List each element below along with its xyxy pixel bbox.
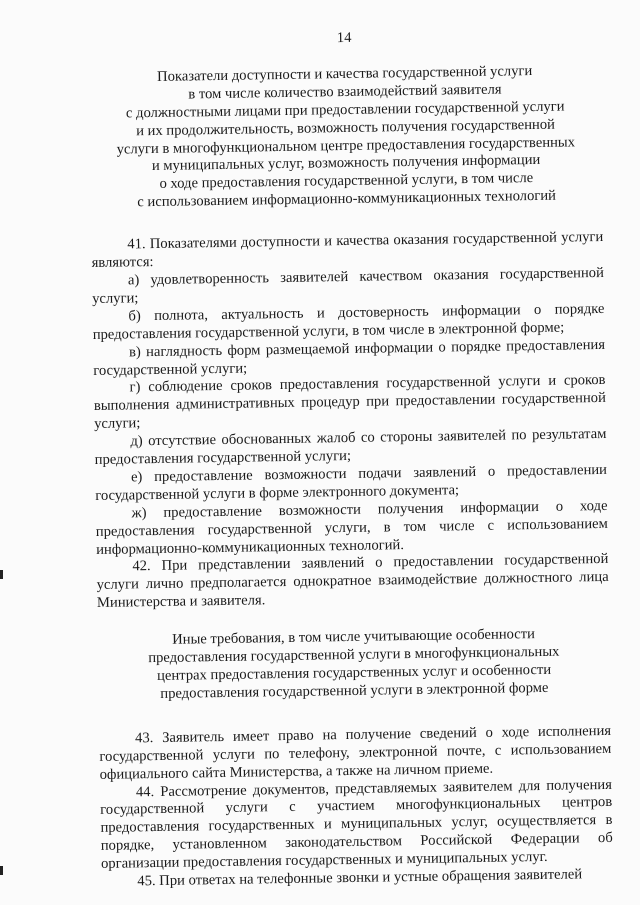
list-item-v: в) наглядность форм размещаемой информации о порядке предоставления государственной услуги; bbox=[93, 336, 606, 379]
heading-line: с использованием информационно-коммуникационных технологий bbox=[137, 187, 557, 211]
heading-line: в том числе количество взаимодействий заявителя bbox=[188, 81, 502, 103]
heading-line: Иные требования, в том числе учитывающие особенности bbox=[172, 626, 536, 648]
heading-line: Показатели доступности и качества государственной услуги bbox=[156, 62, 533, 85]
list-item-zh: ж) предоставление возможности получения информации о ходе предоставления государственной услуги, в том числе с использованием информационно-коммуникационных технологий. bbox=[95, 497, 608, 558]
list-item-a: а) удовлетворенность заявителей качеством оказания государственной услуги; bbox=[92, 264, 604, 307]
paragraph-44: 44. Рассмотрение документов, представляемых заявителем для получения государственной услуги с участием многофункциональных центров предоставления государственных и муниципальных услуг, осуществляется в порядке, установленном законодательством Российской Федерации об организации предоставления государственных и муниципальных услуг. bbox=[100, 776, 613, 873]
paragraph-41: 41. Показателями доступности и качества оказания государственной услуги являются: bbox=[91, 229, 604, 272]
list-item-d: д) отсутствие обоснованных жалоб со стороны заявителей по результатам предоставления государственной услуги; bbox=[94, 426, 607, 468]
heading-line: о ходе предоставления государственной услуги, в том числе bbox=[159, 170, 534, 193]
scan-edge-mark bbox=[0, 570, 3, 579]
paragraph-43: 43. Заявитель имеет право на получение сведений о ходе исполнения государственной услуги по телефону, электронной почте, с использованием официального сайта Министерства, а также на личном приеме. bbox=[99, 722, 612, 783]
heading-line: предоставления государственной услуги в электронной форме bbox=[160, 679, 549, 702]
page-content bbox=[88, 26, 613, 892]
scan-edge-mark bbox=[0, 866, 3, 875]
page-number: 14 bbox=[336, 29, 352, 47]
heading-line: предоставления государственной услуги в многофункциональных bbox=[148, 643, 560, 667]
paragraph-45: 45. При ответах на телефонные звонки и устные обращения заявителей bbox=[137, 866, 583, 890]
heading-line: и муниципальных услуг, возможность получения информации bbox=[151, 152, 541, 175]
heading-line: и их продолжительность, возможность получения государственной bbox=[136, 116, 556, 139]
heading-line: с должностными лицами при предоставлении государственной услуги bbox=[125, 98, 565, 122]
section-heading-accessibility bbox=[89, 62, 603, 213]
list-item-b: б) полнота, актуальность и достоверность информации о порядке предоставления государственной услуги, в том числе в электронной форме; bbox=[92, 300, 605, 343]
list-item-g: г) соблюдение сроков предоставления государственной услуги и сроков выполнения административных процедур при предоставлении государственной услуги; bbox=[93, 372, 606, 433]
heading-line: центрах предоставления государственных услуг и особенности bbox=[156, 661, 552, 685]
paragraph-42: 42. При представлении заявлений о предоставлении государственной услуги лично предполагается однократное взаимодействие должностного лица Министерства и заявителя. bbox=[96, 551, 609, 612]
list-item-e: е) предоставление возможности подачи заявлений о предоставлении государственной услуги в форме электронного документа; bbox=[95, 461, 608, 504]
section-heading-other-requirements bbox=[97, 625, 610, 705]
heading-line: услуги в многофункциональном центре предоставления государственных bbox=[116, 133, 576, 158]
